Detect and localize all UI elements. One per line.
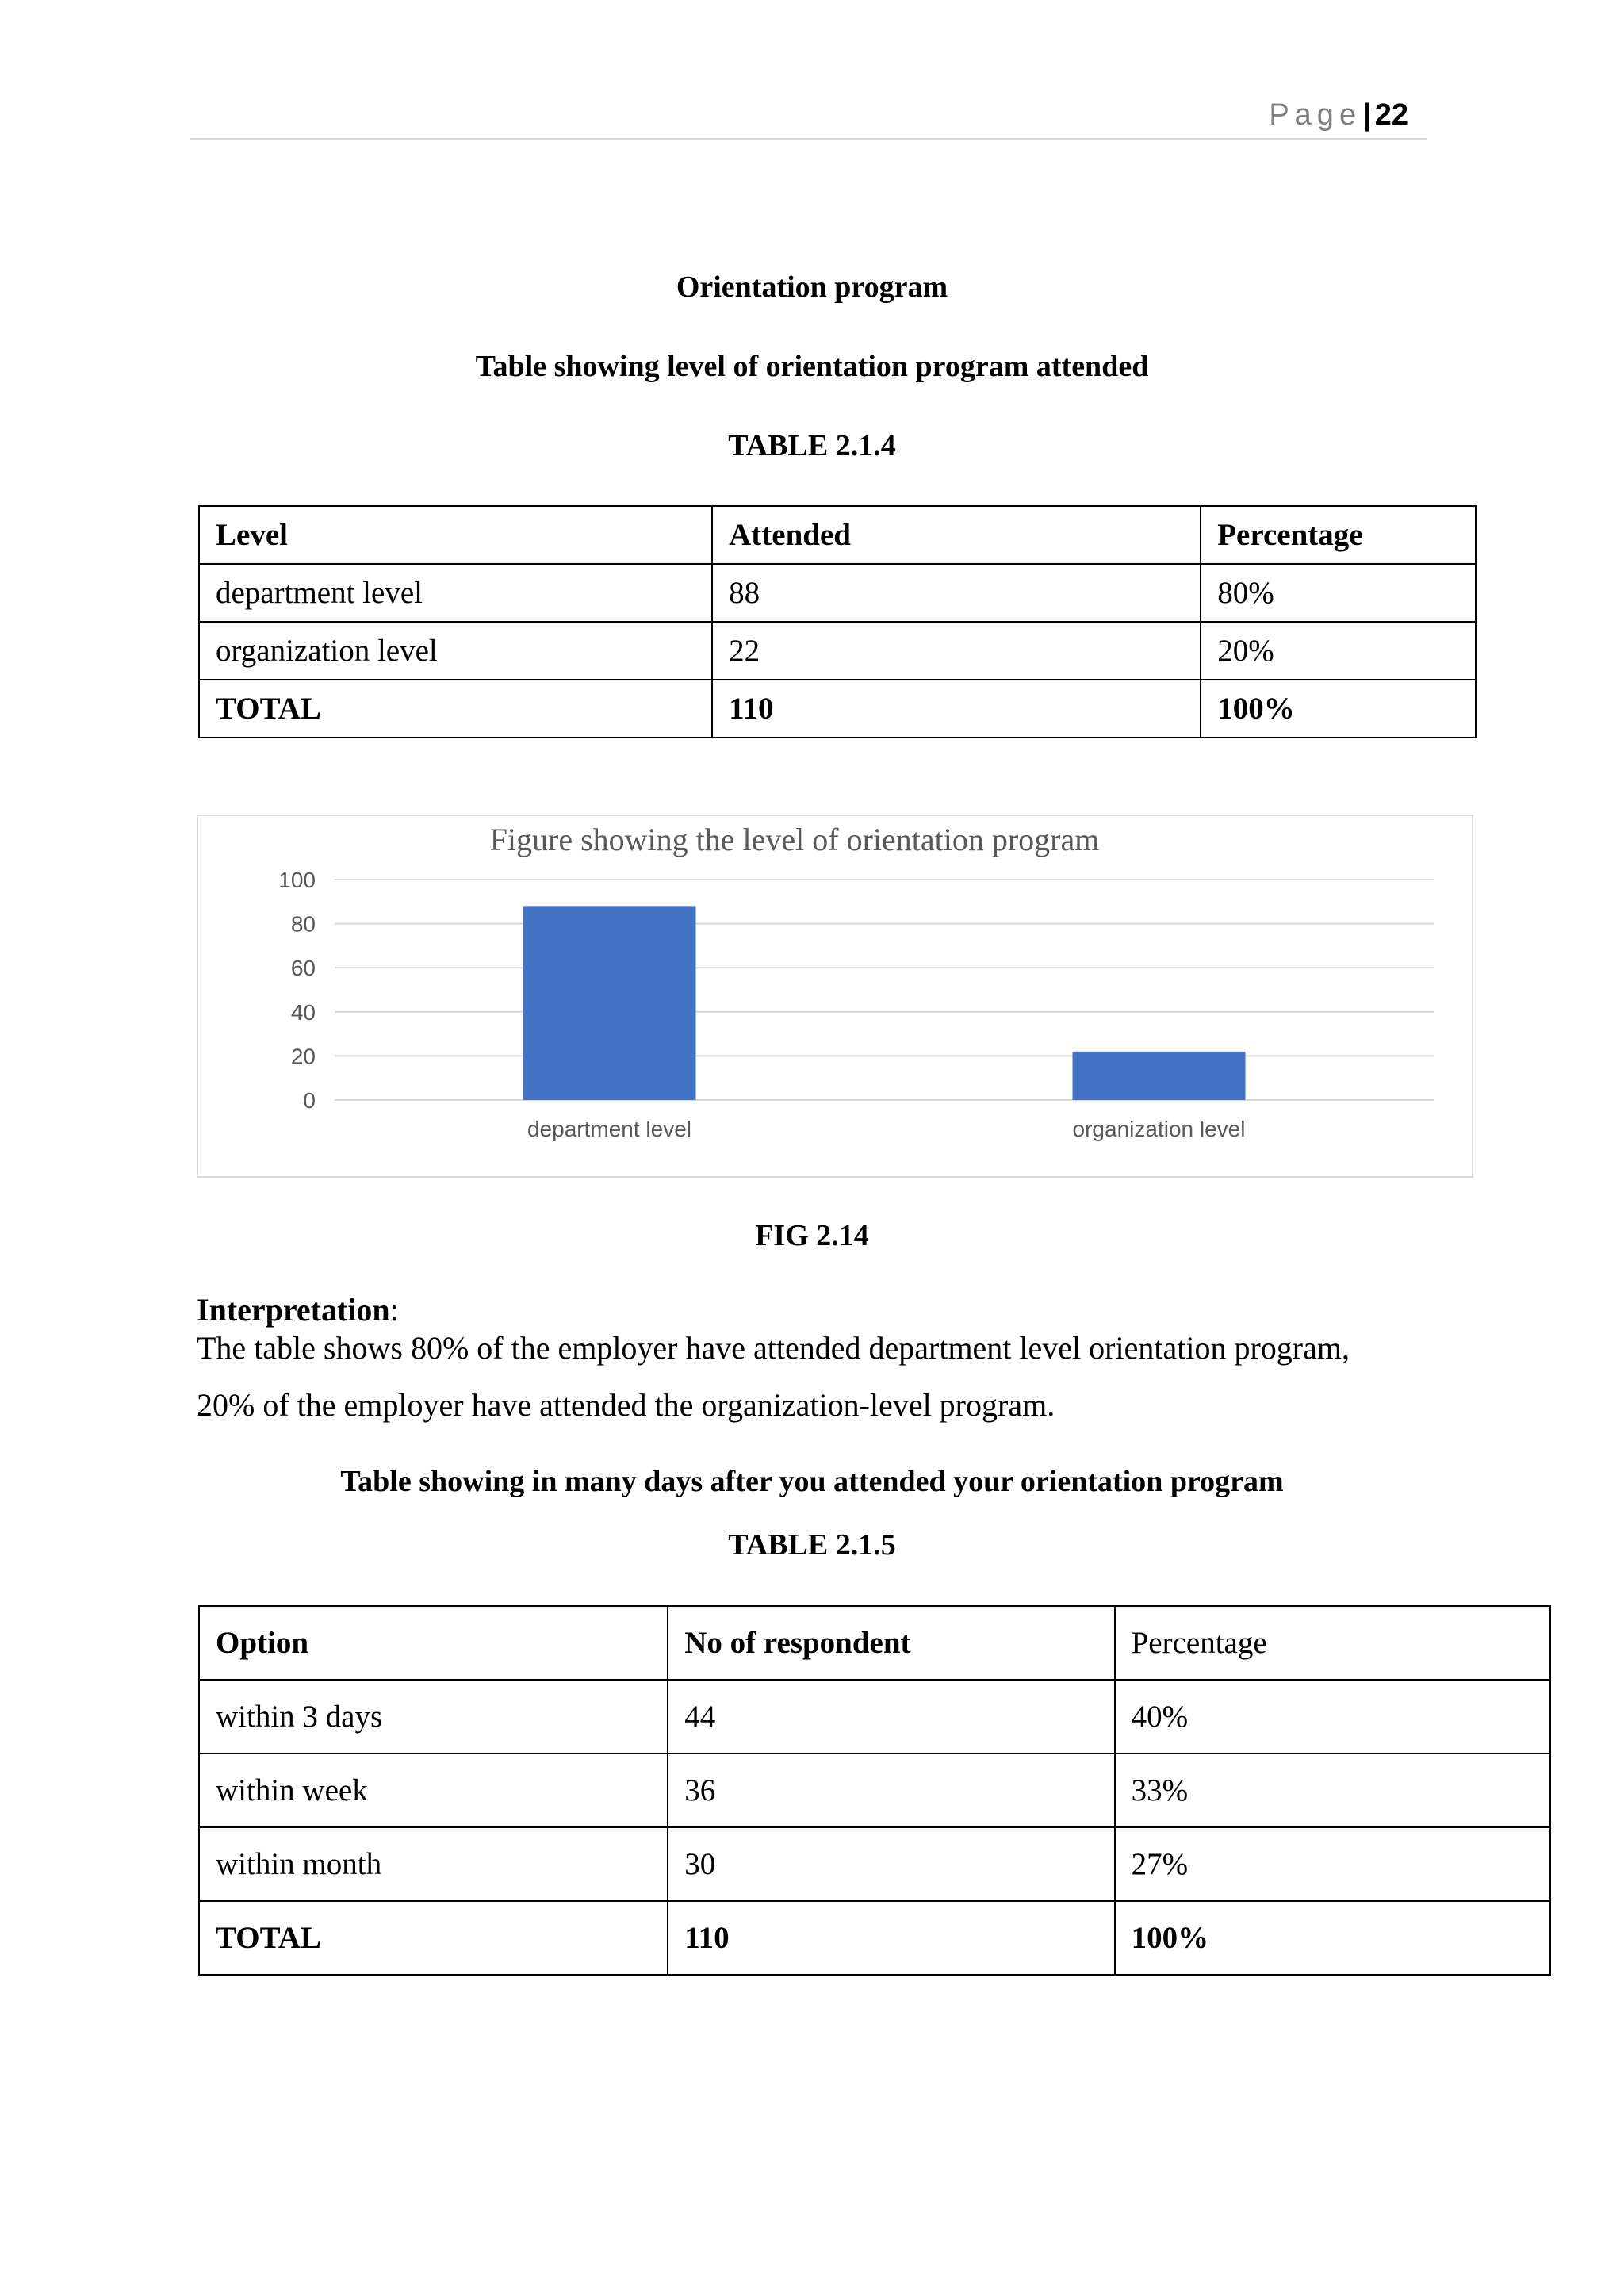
x-tick-label: organization level [1072,1117,1246,1141]
table-cell: department level [199,564,712,622]
table-row [199,1754,1550,1827]
total-cell: 100% [1115,1901,1550,1975]
table-cell: organization level [199,622,712,680]
table-cell: 22 [712,622,1201,680]
table-cell: 27% [1115,1827,1550,1901]
table2-label: TABLE 2.1.5 [728,1528,896,1562]
table2-caption: Table showing in many days after you attended your orientation program [340,1465,1284,1498]
x-tick-label: department level [527,1117,692,1141]
header-cell: Attended [712,506,1201,564]
table-cell: 44 [668,1680,1114,1754]
table-cell: 88 [712,564,1201,622]
table-header-row [199,506,1476,564]
y-tick-label: 60 [290,956,316,981]
bar-chart [197,815,1473,1178]
figure-label: FIG 2.14 [755,1219,869,1252]
y-tick-label: 80 [290,911,316,937]
y-tick-label: 100 [278,868,316,892]
table-cell: 33% [1115,1754,1550,1827]
table-cell: within week [199,1754,668,1827]
table1-caption: Table showing level of orientation program attended [475,350,1149,383]
interpretation-colon: : [389,1292,399,1328]
table1-label: TABLE 2.1.4 [728,429,896,462]
header-cell: Percentage [1201,506,1476,564]
table-row [199,1680,1550,1754]
y-tick-label: 0 [303,1088,316,1113]
interpretation-label: Interpretation [197,1292,390,1328]
total-cell: 110 [712,680,1201,738]
table-cell: 80% [1201,564,1476,622]
page-number-value: 22 [1374,98,1408,132]
section-title: Orientation program [676,270,948,304]
y-tick-label: 40 [290,999,316,1025]
total-cell: 110 [668,1901,1114,1975]
table-cell: within 3 days [199,1680,668,1754]
table-cell: 20% [1201,622,1476,680]
table-header-row [199,1606,1550,1680]
bar-chart-svg [198,816,1472,1176]
table-row [199,622,1476,680]
header-cell: No of respondent [668,1606,1114,1680]
header-cell: Level [199,506,712,564]
total-cell: TOTAL [199,680,712,738]
table-total-row [199,680,1476,738]
header-cell: Percentage [1115,1606,1550,1680]
table-cell: 30 [668,1827,1114,1901]
total-cell: 100% [1201,680,1476,738]
table-2-1-5 [198,1605,1551,1976]
table-cell: 40% [1115,1680,1550,1754]
table-cell: 36 [668,1754,1114,1827]
page-number [1269,98,1408,132]
interpretation-line-1: The table shows 80% of the employer have attended department level orientation program, [197,1330,1350,1366]
page-separator: | [1363,98,1372,132]
bar-organization-level [1073,1052,1246,1100]
interpretation-heading [197,1291,399,1328]
bar-department-level [523,906,696,1100]
table-total-row [199,1901,1550,1975]
interpretation-line-2: 20% of the employer have attended the organization-level program. [197,1387,1055,1423]
total-cell: TOTAL [199,1901,668,1975]
table-cell: within month [199,1827,668,1901]
y-tick-label: 20 [290,1044,316,1069]
header-cell: Option [199,1606,668,1680]
page-word: Page [1269,98,1362,132]
table-row [199,564,1476,622]
page-header [190,94,1427,140]
table-2-1-4 [198,505,1477,738]
table-row [199,1827,1550,1901]
chart-title: Figure showing the level of orientation program [489,822,1100,857]
